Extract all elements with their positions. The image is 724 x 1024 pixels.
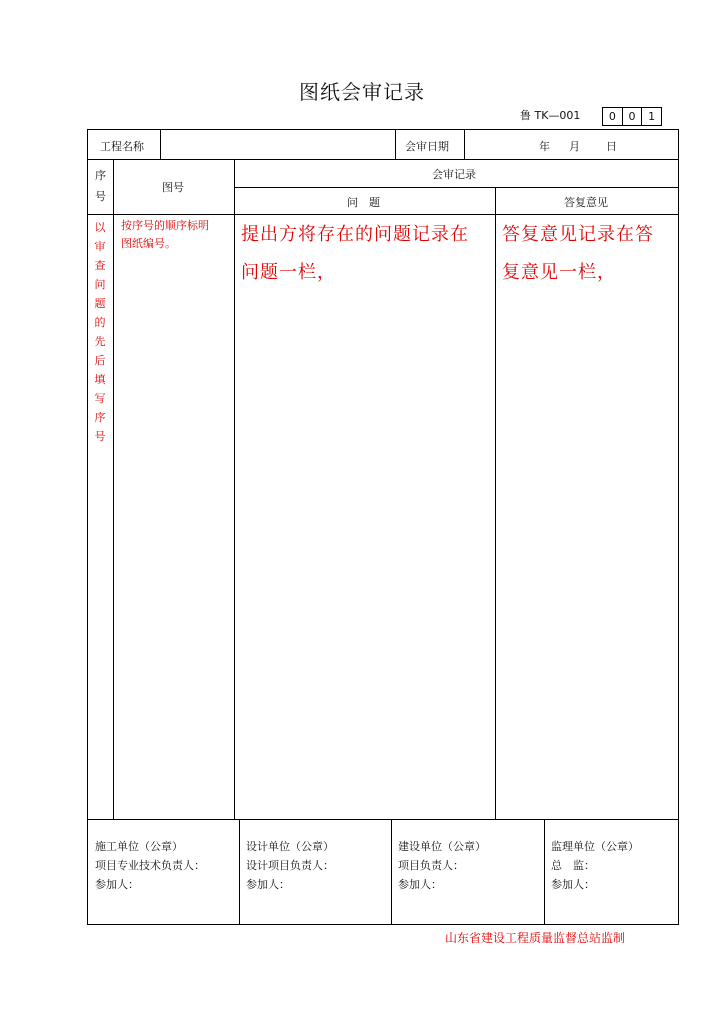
col-divider	[391, 819, 392, 924]
form-code: 鲁 TK—001	[520, 109, 581, 122]
row-divider	[88, 159, 678, 160]
signature-role: 项目负责人：	[398, 859, 464, 872]
seq-char: 先	[94, 335, 106, 348]
col-divider	[495, 187, 496, 819]
review-record-table	[87, 129, 679, 925]
seq-char: 审	[94, 240, 106, 253]
col-divider	[464, 130, 465, 159]
seq-header-1: 序	[95, 169, 106, 182]
col-divider	[234, 159, 235, 819]
signature-role: 项目专业技术负责人：	[95, 859, 205, 872]
issue-instruction-line2: 问题一栏，	[241, 262, 336, 283]
drawing-no-instruction-line2: 图纸编号。	[121, 237, 176, 250]
signature-participants: 参加人：	[246, 878, 290, 891]
seq-char: 问	[94, 278, 106, 291]
signature-unit: 建设单位（公章）	[398, 840, 486, 853]
signature-block-owner	[398, 837, 486, 894]
review-record-header: 会审记录	[432, 168, 476, 181]
seq-char: 的	[94, 316, 106, 329]
row-divider	[234, 187, 678, 188]
seq-char: 填	[94, 373, 106, 386]
signature-participants: 参加人：	[398, 878, 442, 891]
signature-unit: 监理单位（公章）	[551, 840, 639, 853]
reply-instruction-line2: 复意见一栏，	[502, 262, 616, 283]
serial-digit: 1	[641, 108, 661, 125]
form-title: 图纸会审记录	[299, 80, 425, 104]
signature-participants: 参加人：	[551, 878, 595, 891]
serial-digit: 0	[622, 108, 642, 125]
signature-unit: 设计单位（公章）	[246, 840, 334, 853]
project-name-label: 工程名称	[100, 140, 144, 153]
col-divider	[395, 130, 396, 159]
signature-participants: 参加人：	[95, 878, 139, 891]
signature-block-design	[246, 837, 334, 894]
issue-instruction-line1: 提出方将存在的问题记录在	[241, 224, 469, 245]
drawing-no-header: 图号	[162, 181, 184, 194]
review-date-label: 会审日期	[405, 140, 449, 153]
col-divider	[239, 819, 240, 924]
reply-header: 答复意见	[564, 196, 608, 209]
drawing-no-instruction-line1: 按序号的顺序标明	[121, 219, 209, 232]
seq-header-2: 号	[95, 190, 106, 203]
seq-char: 以	[94, 221, 106, 234]
serial-number-box	[602, 107, 662, 126]
signature-block-supervision	[551, 837, 639, 894]
seq-char: 题	[94, 297, 106, 310]
seq-char: 后	[94, 354, 106, 367]
serial-digit: 0	[608, 110, 616, 123]
reply-instruction-line1: 答复意见记录在答	[502, 224, 654, 245]
seq-char: 写	[94, 392, 106, 405]
supervisor-footer: 山东省建设工程质量监督总站监制	[445, 931, 626, 945]
col-divider	[544, 819, 545, 924]
seq-char: 号	[94, 430, 106, 443]
col-divider	[160, 130, 161, 159]
month-label: 月	[569, 140, 580, 153]
seq-char: 查	[94, 259, 106, 272]
signature-role: 总 监：	[551, 859, 595, 872]
signature-block-construction	[95, 837, 205, 894]
signature-role: 设计项目负责人：	[246, 859, 334, 872]
year-label: 年	[539, 140, 550, 153]
col-divider	[113, 159, 114, 819]
signature-unit: 施工单位（公章）	[95, 840, 183, 853]
row-divider	[88, 214, 678, 215]
issue-header: 问 题	[347, 196, 380, 209]
seq-char: 序	[94, 411, 106, 424]
row-divider	[88, 819, 678, 820]
day-label: 日	[606, 140, 617, 153]
